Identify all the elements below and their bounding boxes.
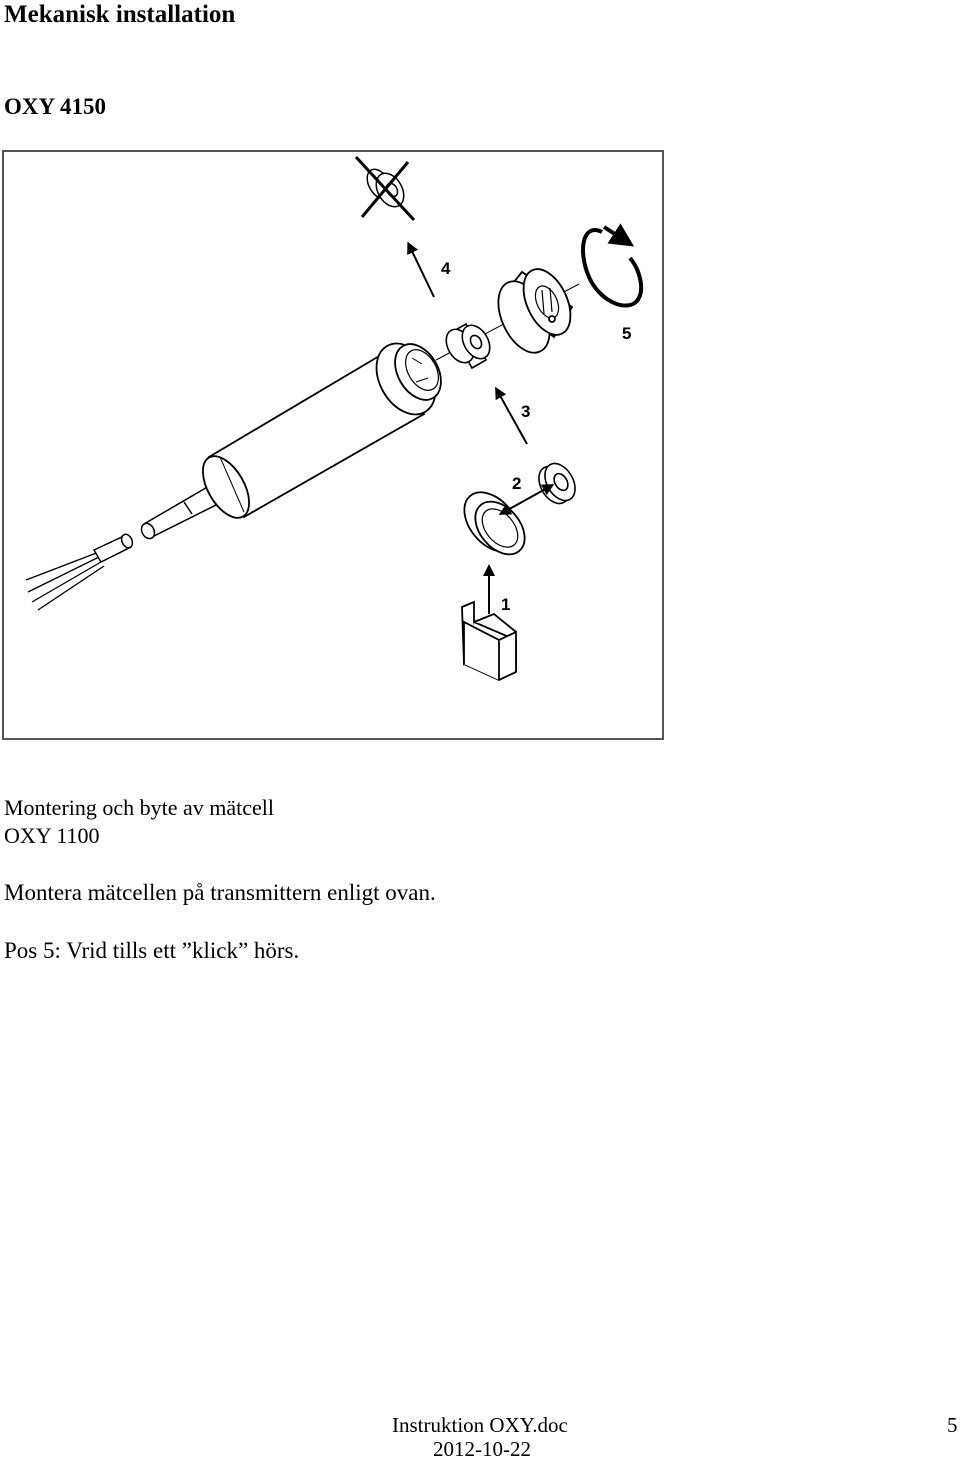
step-label-2: 2	[512, 474, 522, 493]
arrow-step-2	[504, 487, 549, 512]
assembly-diagram	[2, 150, 664, 740]
page-number: 5	[947, 1413, 958, 1437]
instruction-text: Montera mätcellen på transmittern enligt ovan.	[4, 880, 436, 905]
screw-cap	[488, 262, 580, 361]
rotation-arrow	[583, 227, 641, 306]
model-title: OXY 4150	[4, 94, 107, 119]
step-label-5: 5	[622, 324, 632, 343]
membrane	[533, 458, 582, 509]
figure-caption: Montering och byte av mätcell	[4, 795, 275, 820]
sensor-cell	[441, 320, 496, 368]
obsolete-cell	[356, 157, 414, 220]
pos5-note: Pos 5: Vrid tills ett ”klick” hörs.	[4, 938, 300, 963]
step-label-4: 4	[441, 259, 451, 278]
step-label-3: 3	[521, 402, 531, 421]
cable-wires	[26, 552, 104, 610]
footer-filename: Instruktion OXY.doc	[392, 1413, 568, 1437]
footer-date: 2012-10-22	[433, 1437, 531, 1461]
arrow-step-4	[410, 247, 434, 297]
page-title: Mekanisk installation	[4, 1, 236, 28]
cable-sleeve	[94, 533, 134, 562]
step-label-1: 1	[501, 595, 511, 614]
figure-caption-model: OXY 1100	[4, 823, 100, 848]
o-ring	[453, 482, 534, 564]
